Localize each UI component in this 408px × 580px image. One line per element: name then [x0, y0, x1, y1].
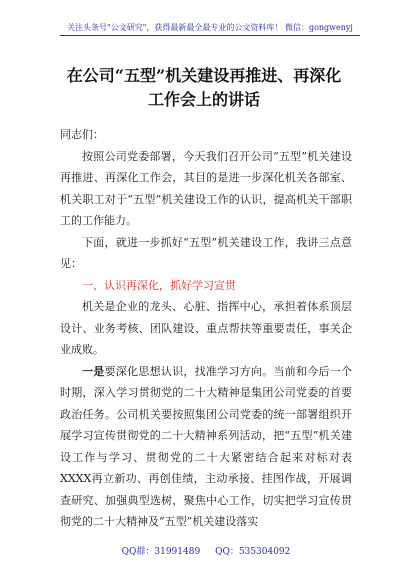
title-line-1: 在公司“五型”机关建设再推进、再深化	[66, 66, 342, 85]
header-banner: 关注头条号"公文研究"，获得最新最全最专业的公文资料库！ 微信：gongwenyj	[67, 23, 353, 32]
document-title	[55, 64, 353, 112]
salutation: 同志们：	[60, 128, 104, 141]
title-line-2: 工作会上的讲话	[147, 90, 260, 109]
footer-qq-group: QQ群：31991489	[121, 547, 201, 557]
paragraph-point-1	[60, 361, 352, 533]
point-1-lead: 一是	[82, 364, 105, 378]
header-divider	[60, 35, 360, 36]
paragraph-role: 机关是企业的龙头、心脏、指挥中心，承担着体系顶层设计、业务考核、团队建设、重点帮扶等重要责任，事关企业成败。	[60, 300, 352, 356]
footer-contact	[60, 546, 352, 558]
footer-qq: QQ：535304092	[215, 547, 291, 557]
paragraph-outline: 下面，就进一步抓好“五型”机关建设工作，我讲三点意见：	[60, 235, 352, 270]
point-1-text: 要深化思想认识，找准学习方向。当前和今后一个时期，深入学习贯彻党的二十大精神是集团公司党委的首要政治任务。公司机关要按照集团公司党委的统一部署组织开展学习宣传贯彻党的二十大精神系列活动，把“五型”机关建设工作与学习、贯彻党的二十大紧密结合起来对标对表XXXX再立新功、再创佳绩，主动承接、挂图作战，开展调查研究、加强典型选树，聚焦中心工作，切实把学习宣传贯彻党的二十大精神及“五型”机关建设落实	[60, 364, 353, 528]
document-body	[60, 124, 352, 533]
section-heading-1: 一、认识再深化，抓好学习宣贯	[82, 278, 236, 292]
paragraph-intro: 按照公司党委部署，今天我们召开公司“五型”机关建设再推进、再深化工作会，其目的是进一步深化机关各部室、机关职工对于“五型”机关建设工作的认识，提高机关干部职工的工作能力。	[60, 149, 352, 227]
